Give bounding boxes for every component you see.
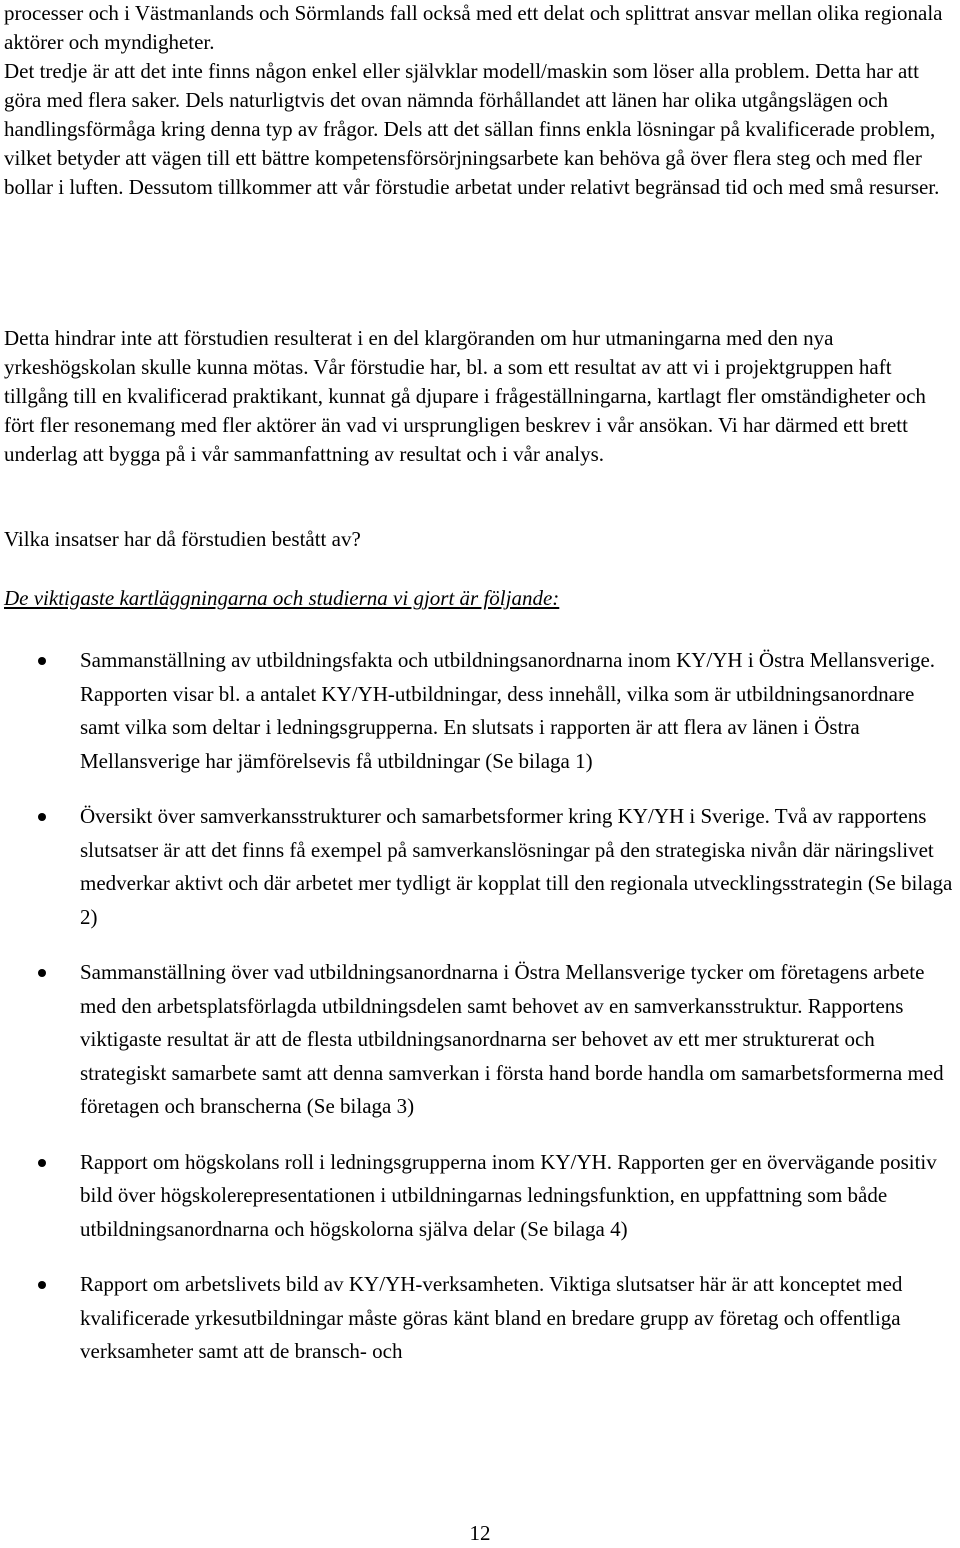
page-number: 12 [469,1521,491,1545]
bullet-icon [38,813,46,821]
studies-list [4,644,957,1369]
bullet-icon [38,657,46,665]
list-item-text: Sammanställning över vad utbildningsanordnarna i Östra Mellansverige tycker om företagens arbete med den arbetsplatsförlagda utbildningsdelen samt behovet av en samverkansstruktur. Rapportens viktigaste resultat är att de flesta utbildningsanordnarna ser behovet av ett mer strukturerat och strategiskt samarbete samt att denna samverkan i första hand borde handla om samarbetsformerna med företagen och branscherna (Se bilaga 3) [80,960,944,1118]
list-item-text: Rapport om arbetslivets bild av KY/YH-verksamheten. Viktiga slutsatser här är att konceptet med kvalificerade yrkesutbildningar måste göras känt bland en bredare grupp av företag och offentliga verksamheter samt att de bransch- och [80,1272,903,1363]
bullet-icon [38,969,46,977]
list-item-text: Översikt över samverkansstrukturer och samarbetsformer kring KY/YH i Sverige. Två av rapportens slutsatser är att det finns få exempel på samverkanslösningar på den strategiska nivån där näringslivet medverkar aktivt och där arbetet mer tydligt är kopplat till den regionala utvecklingsstrategin (Se bilaga 2) [80,804,953,929]
question-line: Vilka insatser har då förstudien bestått av? [4,527,361,551]
bullet-icon [38,1159,46,1167]
list-item-text: Rapport om högskolans roll i ledningsgrupperna inom KY/YH. Rapporten ger en övervägande positiv bild över högskolerepresentationen i utbildningarnas ledningsfunktion, en uppfattning som både utbildningsanordnarna och högskolorna själva delar (Se bilaga 4) [80,1149,937,1241]
bullet-icon [38,1281,46,1289]
list-item [4,1268,957,1369]
section-heading: De viktigaste kartläggningarna och studierna vi gjort är följande: [4,586,560,610]
list-item [4,956,957,1124]
list-item [4,1146,957,1247]
paragraph-third-point: Det tredje är att det inte finns någon enkel eller självklar modell/maskin som löser alla problem. Detta har att göra med flera saker. Dels naturligtvis det ovan nämnda förhållandet att länen har olika utgångslägen och handlingsförmåga kring denna typ av frågor. Dels att det sällan finns enkla lösningar på kvalificerade problem, vilket betyder att vägen till ett bättre kompetensförsörjningsarbete kan behöva gå över flera steg och med fler bollar i luften. Dessutom tillkommer att vår förstudie arbetat under relativt begränsad tid och med små resurser. [4,59,940,199]
paragraph-clarifications: Detta hindrar inte att förstudien resulterat i en del klargöranden om hur utmaningarna med den nya yrkeshögskolan skulle kunna mötas. Vår förstudie har, bl. a som ett resultat av att vi i projektgruppen haft tillgång till en kvalificerad praktikant, kunnat gå djupare i frågeställningarna, kartlagt fler omständigheter och fört fler resonemang med fler aktörer än vad vi ursprungligen beskrev i vår ansökan. Vi har därmed ett brett underlag att bygga på i vår sammanfattning av resultat och i vår analys. [4,326,926,466]
list-item [4,800,957,934]
list-item [4,644,957,778]
list-item-text: Sammanställning av utbildningsfakta och utbildningsanordnarna inom KY/YH i Östra Mellansverige. Rapporten visar bl. a antalet KY/YH-utbildningar, dess innehåll, vilka som är utbildningsanordnare samt vilka som deltar i ledningsgrupperna. En slutsats i rapporten är att flera av länen i Östra Mellansverige har jämförelsevis få utbildningar (Se bilaga 1) [80,648,936,773]
paragraph-intro: processer och i Västmanlands och Sörmlands fall också med ett delat och splittrat ansvar mellan olika regionala aktörer och myndigheter. [4,1,943,54]
